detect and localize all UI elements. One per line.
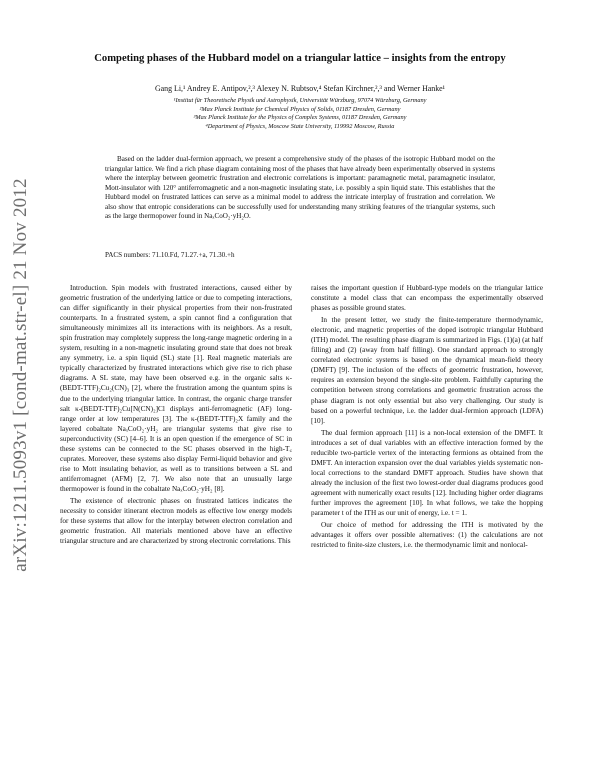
- paragraph: Our choice of method for addressing the ITH is motivated by the advantages it offers over possible alternatives: (1) the calculations are not restricted to finite-size clusters, i.e. the thermodynamic limit and nonlocal-: [311, 521, 543, 550]
- left-column: [60, 283, 292, 546]
- paragraph: raises the important question if Hubbard-type models on the triangular lattice constitute a model class that can encompass the experimentally observed phases as possible ground states.: [311, 284, 543, 313]
- abstract: [105, 155, 495, 222]
- paragraph: Introduction. Spin models with frustrated interactions, caused either by geometric frustration of the underlying lattice or due to competing interactions, can differ significantly in their physical properties from their non-frustrated counterparts. In a frustrated system, a spin cannot find a configuration that simultaneously minimizes all its interactions with its neighbors. As a result, spin frustration may completely suppress the long-range magnetic ordering in a system, resulting in a non-magnetic insulating ground state that does not break any symmetry, i.e. a spin liquid (SL) state [1]. Real magnetic materials are typically characterized by frustrated interactions which give rise to rich phase diagrams. A SL state, may have been observed e.g. in the organic salts κ-(BEDT-TTF)₂Cu₂(CN)₃ [2], where the frustration among the quantum spins is due to the underlying triangular lattice. In contrast, the organic charge transfer salt κ-(BEDT-TTF)₂Cu[N(CN)₂]Cl displays anti-ferromagnetic (AF) long-range order at low temperatures [3]. The κ-(BEDT-TTF)₂X family and the layered cobaltate NaₓCoO₂·yH₂ are triangular systems that give rise to superconductivity (SC) [4–6]. It is an open question if the emergence of SC in these systems can be connected to the SC phases observed in the high-T꜀ cuprates. Moreover, these systems also display Fermi-liquid behavior and give rise to Mott insulating behavior, as well as to transitions between a SL and antiferromagnet (AFM) [2, 7]. We also note that an unusually large thermopower is found in the cobaltate NaₓCoO₂·yH₂ [8].: [60, 284, 292, 493]
- abstract-text: Based on the ladder dual-fermion approach, we present a comprehensive study of the phases of the isotropic Hubbard model on the triangular lattice. We find a rich phase diagram containing most of the phases that have already been experimentally observed in systems where the interplay between geometric frustration and electronic correlations is important: paramagnetic metal, paramagnetic insulator, Mott-insulator with 120° antiferromagnetic and a non-magnetic insulating state, i.e. possibly a spin liquid state. This establishes that the Hubbard model on frustrated lattices can serve as a minimal model to address the intricate interplay of frustration and correlation. We also show that entropic considerations can be successfully used for understanding many striking features of the triangular systems, such as the large thermopower found in NaₓCoO₂·yH₂O.: [105, 155, 495, 221]
- paper-title: Competing phases of the Hubbard model on a triangular lattice – insights from the entropy: [94, 53, 506, 64]
- affiliation: ²Max Planck Institute for Chemical Physics of Solids, 01187 Dresden, Germany: [199, 105, 401, 113]
- author-list: Gang Li,¹ Andrey E. Antipov,²,³ Alexey N. Rubtsov,⁴ Stefan Kirchner,²,³ and Werner Hanke¹: [154, 84, 446, 93]
- right-column: [311, 283, 543, 550]
- paragraph: In the present letter, we study the finite-temperature thermodynamic, electronic, and magnetic properties of the doped isotropic triangular Hubbard (ITH) model. The resulting phase diagram is summarized in Figs. (1)(a) (at half filling) and (2) (away from half filling). One standard approach to strongly correlated electronic systems is based on the dynamical mean-field theory (DMFT) [9]. The inclusion of the effects of geometric frustration, however, requires an extension beyond the single-site problem. Faithfully capturing the competition between strong correlations and geometric frustration across the phase diagram is not only essential but also very challenging. Our study is based on a powerful technique, i.e. the ladder dual-fermion approach (LDFA) [10].: [311, 316, 543, 425]
- affiliation: ⁴Department of Physics, Moscow State University, 119992 Moscow, Russia: [205, 122, 395, 130]
- affiliation-list: [60, 97, 540, 131]
- paragraph: The existence of electronic phases on frustrated lattices indicates the necessity to consider itinerant electron models as effective low energy models for these systems that allow for the interplay between electron correlation and geometric frustration. All materials mentioned above have an effective triangular structure and are characterized by strong electronic correlations. This: [60, 496, 292, 546]
- affiliation: ³Max Planck Institute for the Physics of Complex Systems, 01187 Dresden, Germany: [193, 114, 407, 122]
- arxiv-stamp: [6, 160, 36, 590]
- paragraph: The dual fermion approach [11] is a non-local extension of the DMFT. It introduces a set of dual variables with an effective interaction formed by the reducible two-particle vertex of the interacting fermions as obtained from the DMFT. An interaction expansion over the dual variables yields systematic non-local corrections to the standard DMFT approach. Studies have shown that already the inclusion of the first two lowest-order dual diagrams produces good agreement with numerically exact results [12]. Including higher order diagrams further improves the agreement [10]. In what follows, we take the hopping parameter t of the ITH as our unit of energy, i.e. t = 1.: [311, 428, 543, 518]
- pacs-numbers: PACS numbers: 71.10.Fd, 71.27.+a, 71.30.+h: [105, 251, 235, 259]
- arxiv-id: arXiv:1211.5093v1 [cond-mat.str-el] 21 Nov 2012: [10, 178, 31, 572]
- affiliation: ¹Institut für Theoretische Physik und Astrophysik, Universität Würzburg, 97074 Würzburg, Germany: [173, 97, 427, 104]
